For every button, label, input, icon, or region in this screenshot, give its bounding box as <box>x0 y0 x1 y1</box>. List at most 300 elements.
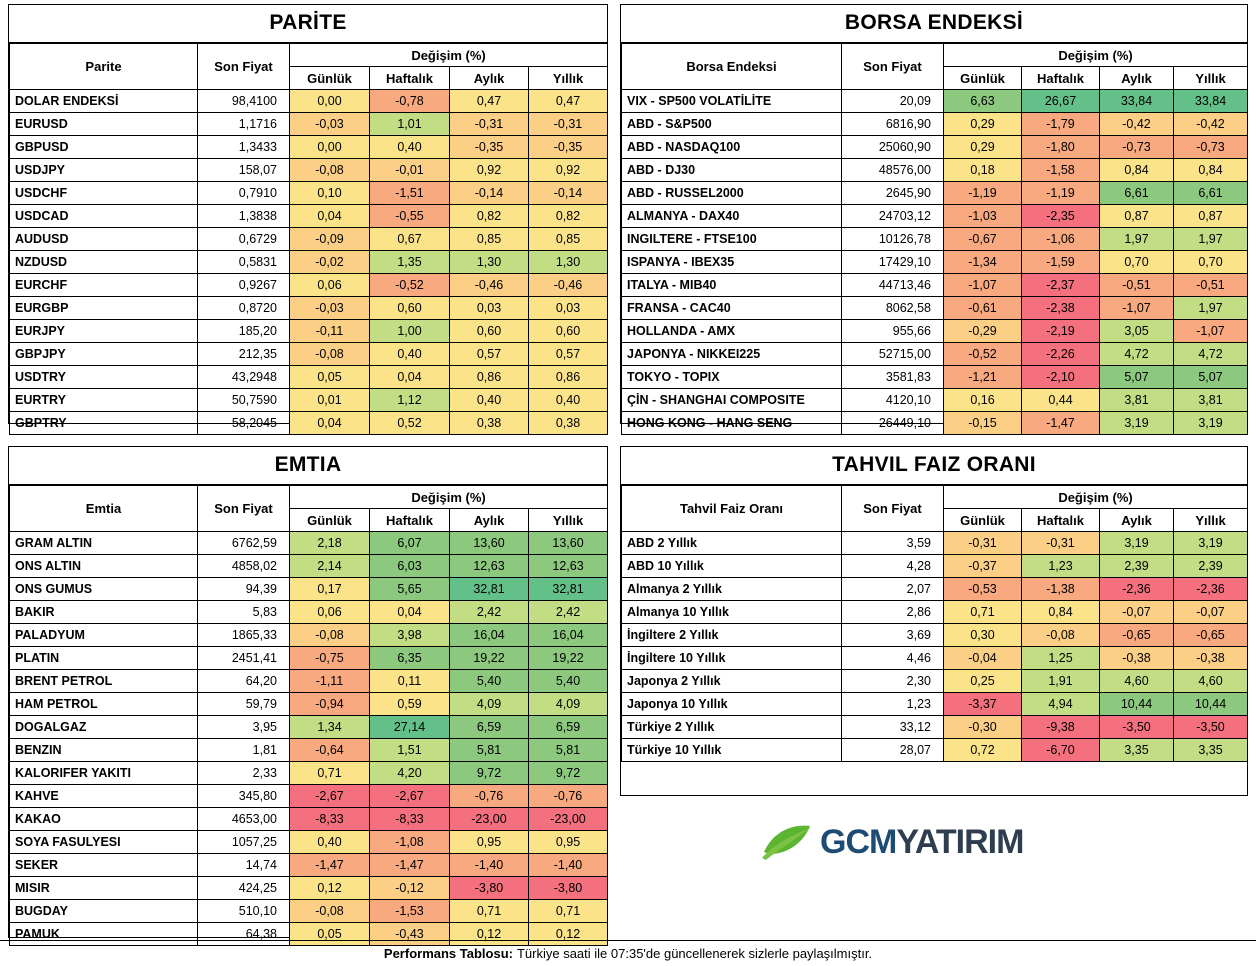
row-instrument-name: ABD 10 Yıllık <box>622 555 842 578</box>
row-change-monthly: 0,86 <box>450 366 529 389</box>
row-change-weekly: 1,01 <box>370 113 450 136</box>
row-change-weekly: -2,37 <box>1022 274 1100 297</box>
gcm-yatirim-logo <box>760 822 1023 862</box>
row-change-monthly: 3,19 <box>1100 412 1174 435</box>
table-row <box>622 739 1248 762</box>
table-header-row <box>10 44 608 67</box>
row-last-price: 52715,00 <box>842 343 944 366</box>
panel-emtia <box>8 446 608 941</box>
row-instrument-name: EURUSD <box>10 113 198 136</box>
table-row <box>10 320 608 343</box>
header-change: Değişim (%) <box>290 44 608 67</box>
table-header-row <box>10 486 608 509</box>
row-last-price: 1,23 <box>842 693 944 716</box>
row-change-yearly: -0,65 <box>1174 624 1248 647</box>
row-last-price: 3,69 <box>842 624 944 647</box>
row-change-monthly: -3,80 <box>450 877 529 900</box>
table-row <box>622 205 1248 228</box>
row-change-yearly: 5,07 <box>1174 366 1248 389</box>
row-change-monthly: 13,60 <box>450 532 529 555</box>
row-change-weekly: -0,43 <box>370 923 450 946</box>
row-change-daily: 0,17 <box>290 578 370 601</box>
row-change-weekly: -1,79 <box>1022 113 1100 136</box>
row-change-yearly: -1,07 <box>1174 320 1248 343</box>
row-last-price: 345,80 <box>198 785 290 808</box>
row-last-price: 0,6729 <box>198 228 290 251</box>
header-weekly: Haftalık <box>370 67 450 90</box>
row-last-price: 2,86 <box>842 601 944 624</box>
header-daily: Günlük <box>944 67 1022 90</box>
table-row <box>622 716 1248 739</box>
row-instrument-name: BUGDAY <box>10 900 198 923</box>
emtia-body <box>10 532 608 946</box>
row-change-weekly: -0,01 <box>370 159 450 182</box>
table-row <box>622 90 1248 113</box>
row-change-weekly: -2,38 <box>1022 297 1100 320</box>
table-row <box>10 274 608 297</box>
row-change-daily: 0,72 <box>944 739 1022 762</box>
row-change-monthly: 0,82 <box>450 205 529 228</box>
row-change-daily: -0,08 <box>290 624 370 647</box>
header-name: Tahvil Faiz Oranı <box>622 486 842 532</box>
row-change-daily: -0,30 <box>944 716 1022 739</box>
row-instrument-name: USDCAD <box>10 205 198 228</box>
row-change-weekly: 0,44 <box>1022 389 1100 412</box>
row-change-daily: 0,05 <box>290 366 370 389</box>
row-instrument-name: AUDUSD <box>10 228 198 251</box>
table-row <box>10 343 608 366</box>
table-row <box>622 297 1248 320</box>
row-change-weekly: 4,20 <box>370 762 450 785</box>
row-last-price: 43,2948 <box>198 366 290 389</box>
header-yearly: Yıllık <box>1174 509 1248 532</box>
row-last-price: 98,4100 <box>198 90 290 113</box>
row-change-weekly: 0,60 <box>370 297 450 320</box>
row-last-price: 28,07 <box>842 739 944 762</box>
table-row <box>10 555 608 578</box>
row-change-weekly: 1,91 <box>1022 670 1100 693</box>
row-instrument-name: JAPONYA - NIKKEI225 <box>622 343 842 366</box>
table-row <box>622 578 1248 601</box>
header-daily: Günlük <box>944 509 1022 532</box>
table-row <box>622 532 1248 555</box>
row-instrument-name: GRAM ALTIN <box>10 532 198 555</box>
row-change-yearly: 10,44 <box>1174 693 1248 716</box>
table-row <box>10 412 608 435</box>
row-change-yearly: 16,04 <box>529 624 608 647</box>
row-last-price: 1,1716 <box>198 113 290 136</box>
row-instrument-name: NZDUSD <box>10 251 198 274</box>
row-change-monthly: 6,59 <box>450 716 529 739</box>
row-change-weekly: 27,14 <box>370 716 450 739</box>
row-change-yearly: 0,60 <box>529 320 608 343</box>
row-last-price: 2451,41 <box>198 647 290 670</box>
row-instrument-name: KAKAO <box>10 808 198 831</box>
footer-bold: Performans Tablosu: <box>383 946 513 961</box>
row-change-yearly: 3,81 <box>1174 389 1248 412</box>
row-change-yearly: -0,14 <box>529 182 608 205</box>
row-instrument-name: ABD - S&P500 <box>622 113 842 136</box>
row-last-price: 2,33 <box>198 762 290 785</box>
row-instrument-name: ALMANYA - DAX40 <box>622 205 842 228</box>
row-instrument-name: USDCHF <box>10 182 198 205</box>
row-change-yearly: -1,40 <box>529 854 608 877</box>
row-last-price: 1,3838 <box>198 205 290 228</box>
row-change-daily: -0,08 <box>290 343 370 366</box>
row-instrument-name: MISIR <box>10 877 198 900</box>
header-price: Son Fiyat <box>198 486 290 532</box>
row-change-monthly: 0,60 <box>450 320 529 343</box>
table-row <box>10 113 608 136</box>
row-change-weekly: 1,35 <box>370 251 450 274</box>
panel-parite <box>8 4 608 430</box>
row-last-price: 212,35 <box>198 343 290 366</box>
table-row <box>10 808 608 831</box>
row-last-price: 58,2045 <box>198 412 290 435</box>
row-change-yearly: 0,57 <box>529 343 608 366</box>
row-change-yearly: -0,35 <box>529 136 608 159</box>
row-last-price: 4,46 <box>842 647 944 670</box>
row-change-monthly: 4,72 <box>1100 343 1174 366</box>
row-change-weekly: -2,26 <box>1022 343 1100 366</box>
row-change-yearly: -0,07 <box>1174 601 1248 624</box>
row-last-price: 48576,00 <box>842 159 944 182</box>
row-change-yearly: 3,35 <box>1174 739 1248 762</box>
row-change-weekly: -1,59 <box>1022 251 1100 274</box>
row-instrument-name: PAMUK <box>10 923 198 946</box>
row-instrument-name: BAKIR <box>10 601 198 624</box>
table-row <box>10 136 608 159</box>
row-last-price: 8062,58 <box>842 297 944 320</box>
row-change-monthly: 0,03 <box>450 297 529 320</box>
row-last-price: 33,12 <box>842 716 944 739</box>
row-change-weekly: -0,08 <box>1022 624 1100 647</box>
row-instrument-name: EURTRY <box>10 389 198 412</box>
row-change-daily: -1,07 <box>944 274 1022 297</box>
row-change-monthly: 5,81 <box>450 739 529 762</box>
row-change-monthly: 4,09 <box>450 693 529 716</box>
header-yearly: Yıllık <box>1174 67 1248 90</box>
row-instrument-name: ONS ALTIN <box>10 555 198 578</box>
row-instrument-name: ISPANYA - IBEX35 <box>622 251 842 274</box>
row-change-daily: -0,03 <box>290 297 370 320</box>
row-change-monthly: 10,44 <box>1100 693 1174 716</box>
row-change-monthly: 6,61 <box>1100 182 1174 205</box>
row-change-yearly: 1,30 <box>529 251 608 274</box>
row-last-price: 2,07 <box>842 578 944 601</box>
row-change-weekly: 0,84 <box>1022 601 1100 624</box>
table-row <box>622 182 1248 205</box>
table-row <box>10 624 608 647</box>
row-change-weekly: 26,67 <box>1022 90 1100 113</box>
header-monthly: Aylık <box>450 67 529 90</box>
table-row <box>10 831 608 854</box>
row-change-daily: -0,52 <box>944 343 1022 366</box>
row-change-yearly: 0,12 <box>529 923 608 946</box>
panel-emtia-title: EMTIA <box>9 447 607 485</box>
row-change-daily: -1,21 <box>944 366 1022 389</box>
logo-text <box>820 823 1023 862</box>
header-change: Değişim (%) <box>290 486 608 509</box>
row-change-daily: 0,30 <box>944 624 1022 647</box>
table-row <box>10 578 608 601</box>
row-change-yearly: 3,19 <box>1174 532 1248 555</box>
row-change-weekly: 0,52 <box>370 412 450 435</box>
row-change-daily: -2,67 <box>290 785 370 808</box>
row-change-monthly: 1,30 <box>450 251 529 274</box>
row-last-price: 3,95 <box>198 716 290 739</box>
row-instrument-name: EURCHF <box>10 274 198 297</box>
row-change-weekly: 1,51 <box>370 739 450 762</box>
row-change-monthly: 0,40 <box>450 389 529 412</box>
row-instrument-name: USDJPY <box>10 159 198 182</box>
row-change-yearly: 33,84 <box>1174 90 1248 113</box>
row-last-price: 2645,90 <box>842 182 944 205</box>
row-change-daily: -0,15 <box>944 412 1022 435</box>
row-instrument-name: Almanya 2 Yıllık <box>622 578 842 601</box>
row-instrument-name: Türkiye 2 Yıllık <box>622 716 842 739</box>
row-change-monthly: 3,19 <box>1100 532 1174 555</box>
footer-text: Türkiye saati ile 07:35'de güncellenerek sizlerle paylaşılmıştır. <box>516 946 873 961</box>
row-change-yearly: 0,84 <box>1174 159 1248 182</box>
table-row <box>10 785 608 808</box>
row-change-weekly: 0,67 <box>370 228 450 251</box>
row-last-price: 1057,25 <box>198 831 290 854</box>
table-row <box>10 251 608 274</box>
row-change-monthly: 0,38 <box>450 412 529 435</box>
row-change-yearly: 0,85 <box>529 228 608 251</box>
row-change-yearly: 0,03 <box>529 297 608 320</box>
header-name: Emtia <box>10 486 198 532</box>
row-change-yearly: 0,87 <box>1174 205 1248 228</box>
row-change-yearly: 0,40 <box>529 389 608 412</box>
row-change-weekly: 1,25 <box>1022 647 1100 670</box>
row-change-daily: 0,05 <box>290 923 370 946</box>
logo-yatirim: YATIRIM <box>896 822 1024 861</box>
row-instrument-name: PALADYUM <box>10 624 198 647</box>
row-change-daily: 0,40 <box>290 831 370 854</box>
row-instrument-name: İngiltere 10 Yıllık <box>622 647 842 670</box>
header-yearly: Yıllık <box>529 509 608 532</box>
row-change-yearly: -0,46 <box>529 274 608 297</box>
row-last-price: 26449,10 <box>842 412 944 435</box>
row-last-price: 510,10 <box>198 900 290 923</box>
row-change-daily: 2,18 <box>290 532 370 555</box>
row-change-monthly: 0,12 <box>450 923 529 946</box>
table-row <box>10 900 608 923</box>
row-change-daily: 0,12 <box>290 877 370 900</box>
row-change-daily: -0,53 <box>944 578 1022 601</box>
row-change-yearly: 1,97 <box>1174 228 1248 251</box>
row-last-price: 185,20 <box>198 320 290 343</box>
tahvil-table <box>621 485 1248 762</box>
row-last-price: 424,25 <box>198 877 290 900</box>
row-instrument-name: GBPTRY <box>10 412 198 435</box>
row-last-price: 3581,83 <box>842 366 944 389</box>
row-instrument-name: GBPUSD <box>10 136 198 159</box>
header-daily: Günlük <box>290 67 370 90</box>
table-row <box>10 716 608 739</box>
table-row <box>622 601 1248 624</box>
row-change-monthly: 0,47 <box>450 90 529 113</box>
table-row <box>622 228 1248 251</box>
row-instrument-name: İngiltere 2 Yıllık <box>622 624 842 647</box>
row-last-price: 14,74 <box>198 854 290 877</box>
row-change-monthly: -0,42 <box>1100 113 1174 136</box>
row-change-yearly: -0,38 <box>1174 647 1248 670</box>
borsa-body <box>622 90 1248 435</box>
borsa-table <box>621 43 1248 435</box>
row-change-weekly: -0,31 <box>1022 532 1100 555</box>
row-change-yearly: 4,09 <box>529 693 608 716</box>
row-change-yearly: 0,92 <box>529 159 608 182</box>
row-change-daily: -0,61 <box>944 297 1022 320</box>
table-row <box>10 228 608 251</box>
row-change-monthly: -0,73 <box>1100 136 1174 159</box>
row-change-daily: 6,63 <box>944 90 1022 113</box>
row-last-price: 10126,78 <box>842 228 944 251</box>
row-last-price: 2,30 <box>842 670 944 693</box>
row-change-yearly: 9,72 <box>529 762 608 785</box>
row-change-monthly: 0,92 <box>450 159 529 182</box>
row-change-daily: 0,06 <box>290 601 370 624</box>
row-instrument-name: SEKER <box>10 854 198 877</box>
header-name: Borsa Endeksi <box>622 44 842 90</box>
header-weekly: Haftalık <box>1022 509 1100 532</box>
row-instrument-name: Japonya 10 Yıllık <box>622 693 842 716</box>
row-last-price: 44713,46 <box>842 274 944 297</box>
row-change-monthly: 12,63 <box>450 555 529 578</box>
row-last-price: 94,39 <box>198 578 290 601</box>
row-change-weekly: -1,47 <box>370 854 450 877</box>
row-change-weekly: -0,55 <box>370 205 450 228</box>
row-change-weekly: -1,47 <box>1022 412 1100 435</box>
parite-table <box>9 43 608 435</box>
row-change-daily: 0,04 <box>290 205 370 228</box>
header-price: Son Fiyat <box>842 486 944 532</box>
table-row <box>10 739 608 762</box>
row-instrument-name: ÇİN - SHANGHAI COMPOSITE <box>622 389 842 412</box>
table-row <box>622 366 1248 389</box>
table-row <box>622 647 1248 670</box>
row-change-yearly: -0,42 <box>1174 113 1248 136</box>
row-change-monthly: -0,14 <box>450 182 529 205</box>
row-change-daily: -1,34 <box>944 251 1022 274</box>
row-instrument-name: Türkiye 10 Yıllık <box>622 739 842 762</box>
row-change-daily: -0,08 <box>290 900 370 923</box>
row-last-price: 59,79 <box>198 693 290 716</box>
row-change-yearly: 12,63 <box>529 555 608 578</box>
row-change-weekly: -8,33 <box>370 808 450 831</box>
logo-gcm: GCM <box>820 822 897 861</box>
row-change-daily: -0,03 <box>290 113 370 136</box>
row-change-yearly: 4,72 <box>1174 343 1248 366</box>
header-monthly: Aylık <box>1100 67 1174 90</box>
row-change-yearly: -23,00 <box>529 808 608 831</box>
row-change-weekly: 0,40 <box>370 136 450 159</box>
row-change-daily: -1,11 <box>290 670 370 693</box>
row-instrument-name: HOLLANDA - AMX <box>622 320 842 343</box>
tahvil-body <box>622 532 1248 762</box>
row-change-yearly: 2,42 <box>529 601 608 624</box>
row-change-yearly: 0,71 <box>529 900 608 923</box>
row-instrument-name: EURGBP <box>10 297 198 320</box>
row-change-weekly: -1,51 <box>370 182 450 205</box>
row-instrument-name: BENZIN <box>10 739 198 762</box>
row-change-weekly: 5,65 <box>370 578 450 601</box>
row-change-daily: -0,67 <box>944 228 1022 251</box>
row-change-weekly: 1,23 <box>1022 555 1100 578</box>
row-change-monthly: 2,42 <box>450 601 529 624</box>
table-row <box>622 320 1248 343</box>
row-last-price: 3,59 <box>842 532 944 555</box>
row-change-yearly: 0,86 <box>529 366 608 389</box>
row-change-daily: -0,02 <box>290 251 370 274</box>
row-change-monthly: -0,76 <box>450 785 529 808</box>
row-change-yearly: -3,50 <box>1174 716 1248 739</box>
row-change-weekly: 0,11 <box>370 670 450 693</box>
row-instrument-name: ABD 2 Yıllık <box>622 532 842 555</box>
table-header-row <box>622 486 1248 509</box>
row-instrument-name: KAHVE <box>10 785 198 808</box>
row-instrument-name: Japonya 2 Yıllık <box>622 670 842 693</box>
row-change-daily: -0,29 <box>944 320 1022 343</box>
row-instrument-name: HAM PETROL <box>10 693 198 716</box>
row-change-daily: 0,71 <box>290 762 370 785</box>
row-change-weekly: 3,98 <box>370 624 450 647</box>
table-row <box>10 182 608 205</box>
row-change-monthly: 0,95 <box>450 831 529 854</box>
row-instrument-name: ABD - RUSSEL2000 <box>622 182 842 205</box>
header-price: Son Fiyat <box>842 44 944 90</box>
row-change-yearly: 5,40 <box>529 670 608 693</box>
row-change-yearly: 0,47 <box>529 90 608 113</box>
row-change-monthly: 0,71 <box>450 900 529 923</box>
row-last-price: 1,81 <box>198 739 290 762</box>
row-last-price: 24703,12 <box>842 205 944 228</box>
row-change-monthly: -1,40 <box>450 854 529 877</box>
row-change-daily: -1,03 <box>944 205 1022 228</box>
row-change-weekly: 0,04 <box>370 366 450 389</box>
row-change-daily: -3,37 <box>944 693 1022 716</box>
row-change-monthly: 0,84 <box>1100 159 1174 182</box>
row-change-weekly: 1,12 <box>370 389 450 412</box>
row-change-daily: -1,19 <box>944 182 1022 205</box>
row-change-yearly: -0,31 <box>529 113 608 136</box>
header-weekly: Haftalık <box>370 509 450 532</box>
row-instrument-name: EURJPY <box>10 320 198 343</box>
row-change-monthly: 19,22 <box>450 647 529 670</box>
panel-tahvil-title: TAHVIL FAIZ ORANI <box>621 447 1247 485</box>
row-last-price: 0,5831 <box>198 251 290 274</box>
row-instrument-name: FRANSA - CAC40 <box>622 297 842 320</box>
row-instrument-name: ABD - NASDAQ100 <box>622 136 842 159</box>
row-last-price: 1865,33 <box>198 624 290 647</box>
row-change-daily: 0,10 <box>290 182 370 205</box>
table-row <box>622 412 1248 435</box>
header-monthly: Aylık <box>1100 509 1174 532</box>
row-change-daily: -1,47 <box>290 854 370 877</box>
panel-tahvil-faiz-orani <box>620 446 1248 796</box>
row-change-yearly: -3,80 <box>529 877 608 900</box>
row-change-monthly: -23,00 <box>450 808 529 831</box>
row-change-monthly: 0,70 <box>1100 251 1174 274</box>
row-change-daily: -0,64 <box>290 739 370 762</box>
row-last-price: 50,7590 <box>198 389 290 412</box>
row-change-weekly: 6,07 <box>370 532 450 555</box>
table-row <box>622 159 1248 182</box>
row-instrument-name: TOKYO - TOPIX <box>622 366 842 389</box>
